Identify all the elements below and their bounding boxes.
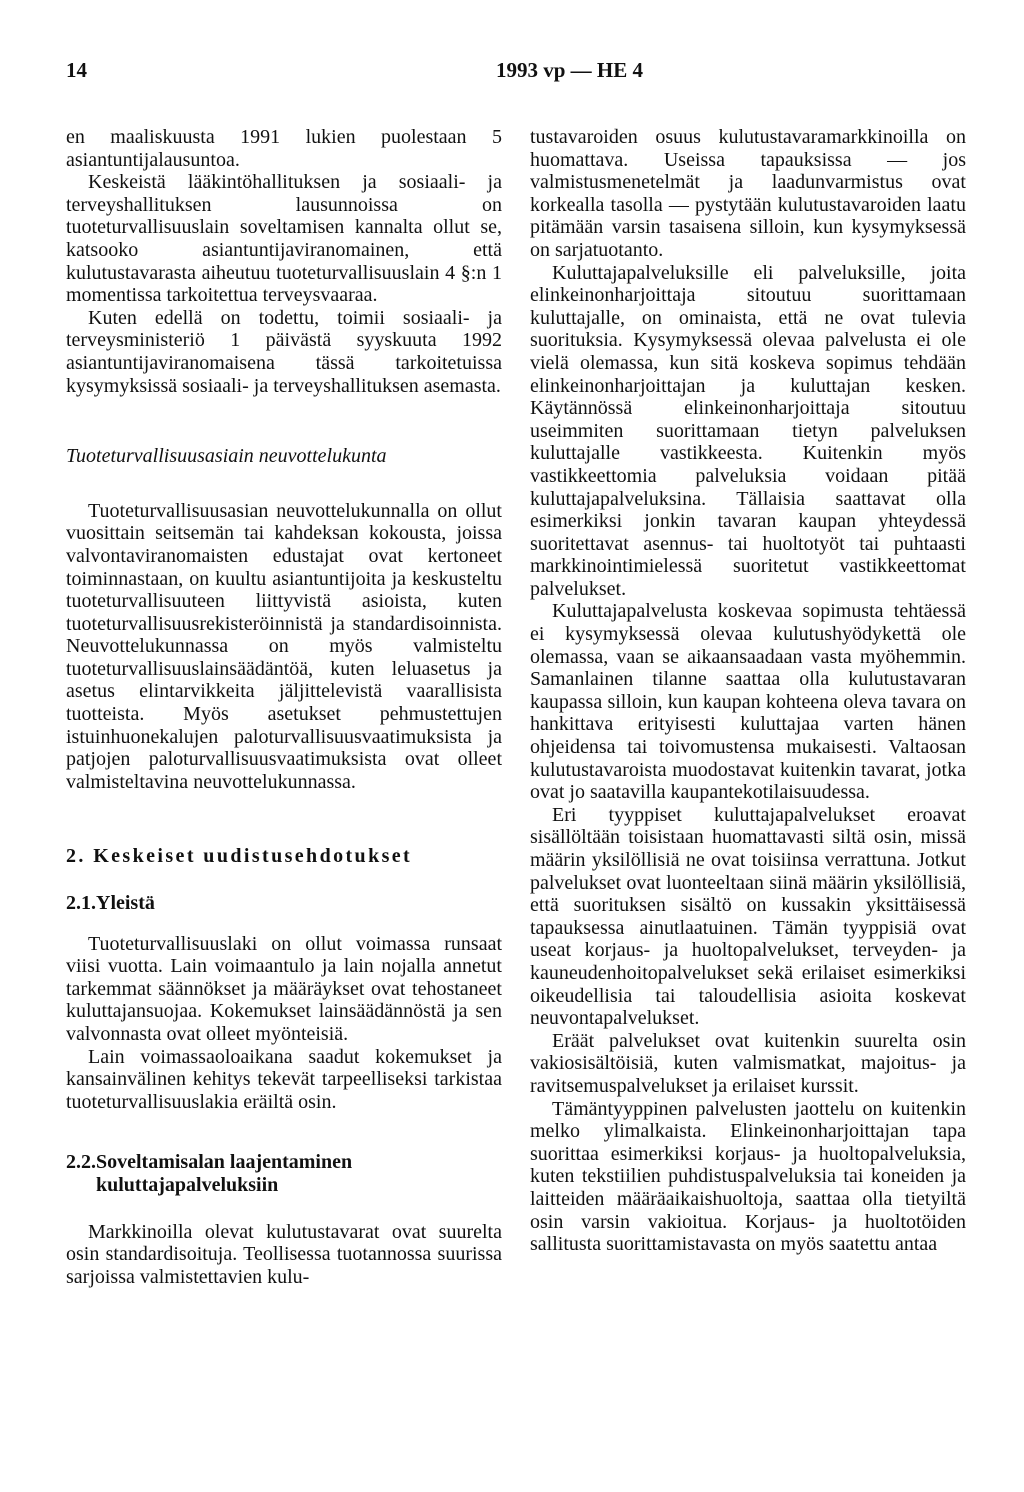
- subsection-number: 2.1.: [66, 892, 96, 915]
- running-title: 1993 vp — HE 4: [496, 58, 644, 82]
- paragraph: Tuoteturvallisuusasian neuvottelukunnalla on ollut vuosittain seitsemän tai kahdeksan kokousta, joissa valvontaviranomaisten edustajat ovat kertoneet toiminnastaan, on kuultu asiantuntijoita ja keskusteltu tuoteturvallisuuteen liittyvistä asioista, kuten tuoteturvallisuusrekisteröinnistä ja standardisoinnista. Neuvottelukunnassa on myös valmisteltu tuoteturvallisuuslainsäädäntöä, kuten leluasetus ja asetus elintarvikkeita jäljittelevistä vaarallisista tuotteista. Myös asetukset pehmustettujen istuinhuonekalujen paloturvallisuusvaatimuksista ja patjojen paloturvallisuusvaatimuksista ovat olleet valmisteltavina neuvottelukunnassa.: [66, 499, 502, 793]
- subsection-heading: [66, 892, 502, 915]
- right-column: [530, 126, 966, 1256]
- paragraph: Eräät palvelukset ovat kuitenkin suurelta osin vakiosisältöisiä, kuten valmismatkat, majoitus- ja ravitsemuspalvelukset ja erilaiset kurssit.: [530, 1029, 966, 1097]
- paragraph: en maaliskuusta 1991 lukien puolestaan 5 asiantuntijalausuntoa.: [66, 126, 502, 171]
- paragraph: Eri tyyppiset kuluttajapalvelukset eroavat sisällöltään toisistaan huomattavasti siltä osin, missä määrin yksilöllisiä ne ovat toisiinsa verrattuna. Jotkut palvelukset ovat luonteeltaan siinä määrin yksilöllisiä, että suorituksen sisältö on kussakin yksittäisessä tapauksessa ainutlaatuinen. Tämän tyyppisiä ovat useat korjaus- ja huoltopalvelukset, terveyden- ja kauneudenhoitopalvelukset sekä erilaiset esimerkiksi oikeudellisia tai taloudellisia asioita koskevat neuvontapalvelukset.: [530, 803, 966, 1030]
- subsection-title: Soveltamisalan laajentaminen kuluttajapalveluksiin: [96, 1151, 353, 1196]
- paragraph: Kuluttajapalvelusta koskevaa sopimusta tehtäessä ei kysymyksessä olevaa kulutushyödykettä ole olemassa, vaan se aikaansaadaan vasta myöhemmin. Samanlainen tilanne saattaa olla kulutustavaran kaupassa silloin, kun kaupan kohteena oleva tavara on hankittava erityisesti kuluttajaa varten hänen ohjeidensa tai toivomustensa mukaisesti. Valtaosan kulutustavaroista muodostavat kuitenkin tavarat, jotka ovat jo saatavilla kaupantekotilaisuudessa.: [530, 600, 966, 804]
- paragraph: Kuten edellä on todettu, toimii sosiaali- ja terveysministeriö 1 päivästä syyskuuta 1992 asiantuntijaviranomaisena tässä tarkoitetuissa kysymyksissä sosiaali- ja terveyshallituksen asemasta.: [66, 306, 502, 397]
- paragraph: Keskeistä lääkintöhallituksen ja sosiaali- ja terveyshallituksen lausunnoissa on tuoteturvallisuuslain soveltamisen kannalta ollut se, katsooko asiantuntijaviranomainen, että kulutustavarasta aiheutuu tuoteturvallisuuslain 4 §:n 1 momentissa tarkoitettua terveysvaaraa.: [66, 171, 502, 307]
- page-header: [66, 58, 966, 88]
- left-column: [66, 126, 502, 1288]
- paragraph: tustavaroiden osuus kulutustavaramarkkinoilla on huomattava. Useissa tapauksissa — jos valmistusmenetelmät ja laadunvarmistus ovat korkealla tasolla — pystytään kulutustavaroiden laatu pitämään varsin tasaisena silloin, kun kysymyksessä on sarjatuotanto.: [530, 126, 966, 261]
- paragraph: Lain voimassaoloaikana saadut kokemukset ja kansainvälinen kehitys tekevät tarpeelliseksi tarkistaa tuoteturvallisuuslakia eräiltä osin.: [66, 1045, 502, 1113]
- page-number: 14: [66, 58, 87, 82]
- section-title: Tuoteturvallisuusasiain neuvottelukunta: [66, 445, 387, 468]
- subsection-heading: [66, 1151, 502, 1196]
- paragraph: Tämäntyyppinen palvelusten jaottelu on kuitenkin melko ylimalkaista. Elinkeinonharjoittajan tapa suorittaa esimerkiksi korjaus- ja huoltopalveluksia, kuten tekstiilien puhdistuspalveluksia tai koneiden ja laitteiden määräaikaishuoltoja, saattaa olla tietyiltä osin varsin vakioitua. Korjaus- ja huoltotöiden sallitusta suorittamistavasta on myös saatettu antaa: [530, 1097, 966, 1256]
- subsection-title: Yleistä: [96, 892, 155, 915]
- paragraph: Markkinoilla olevat kulutustavarat ovat suurelta osin standardisoituja. Teollisessa tuotannossa suurissa sarjoissa valmistettavien kulu-: [66, 1220, 502, 1288]
- paragraph: Tuoteturvallisuuslaki on ollut voimassa runsaat viisi vuotta. Lain voimaantulo ja lain nojalla annetut tarkemmat säännökset ja määräykset ovat tehostaneet kuluttajansuojaa. Kokemukset lainsäädännöstä ja sen valvonnasta ovat olleet myönteisiä.: [66, 932, 502, 1045]
- chapter-heading: 2. Keskeiset uudistusehdotukset: [66, 845, 413, 868]
- subsection-number: 2.2.: [66, 1151, 96, 1174]
- paragraph: Kuluttajapalveluksille eli palveluksille, joita elinkeinonharjoittaja sitoutuu suorittamaan kuluttajalle, on ominaista, että ne ovat tulevia suorituksia. Kysymyksessä olevaa palvelusta ei ole vielä olemassa, kun sitä koskeva sopimus tehdään elinkeinonharjoittajan ja kuluttajan kesken. Käytännössä elinkeinonharjoittaja sitoutuu useimmiten suorittamaan tietyn palveluksen kuluttajalle vastikkeesta. Kuitenkin myös vastikkeettomia palveluksia voidaan pitää kuluttajapalveluksina. Tällaisia saattavat olla esimerkiksi jonkin tavaran kaupan yhteydessä suoritettavat asennus- tai huoltotyöt tai puhtaasti markkinointimielessä suoritetut vastikkeettomat palvelukset.: [530, 261, 966, 600]
